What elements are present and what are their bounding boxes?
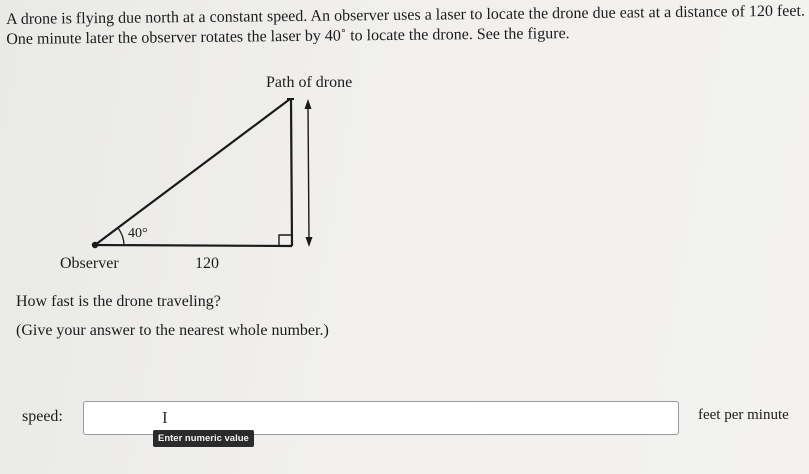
observer-label: Observer xyxy=(60,255,119,272)
hypotenuse-line xyxy=(95,99,290,245)
problem-line-1: A drone is flying due north at a constant speed. An observer uses a laser to locate the drone due east at a distance of 120 feet. xyxy=(6,2,806,28)
speed-label: speed: xyxy=(22,408,63,425)
triangle-figure xyxy=(0,70,400,285)
units-label: feet per minute xyxy=(698,407,789,423)
problem-line-2: One minute later the observer rotates the laser by 40˚ to locate the drone. See the figure. xyxy=(6,25,570,48)
question-hint: (Give your answer to the nearest whole number.) xyxy=(16,322,329,339)
vertical-side-line xyxy=(291,99,292,246)
question-block xyxy=(16,292,329,350)
question-prompt: How fast is the drone traveling? xyxy=(16,293,221,310)
base-distance-label: 120 xyxy=(195,255,219,272)
angle-arc xyxy=(118,228,124,245)
answer-row xyxy=(0,398,809,442)
right-angle-marker xyxy=(279,235,291,246)
base-line xyxy=(95,245,292,246)
drone-path-arrow-down xyxy=(306,237,313,247)
drone-path-arrow-up xyxy=(305,99,312,109)
angle-label: 40° xyxy=(128,226,148,241)
problem-statement xyxy=(6,2,806,50)
drone-path-line xyxy=(308,106,309,240)
text-cursor-icon: I xyxy=(162,408,168,427)
observer-point xyxy=(92,242,98,248)
path-of-drone-label: Path of drone xyxy=(266,74,353,91)
input-tooltip: Enter numeric value xyxy=(153,430,254,447)
triangle-diagram xyxy=(0,70,400,285)
